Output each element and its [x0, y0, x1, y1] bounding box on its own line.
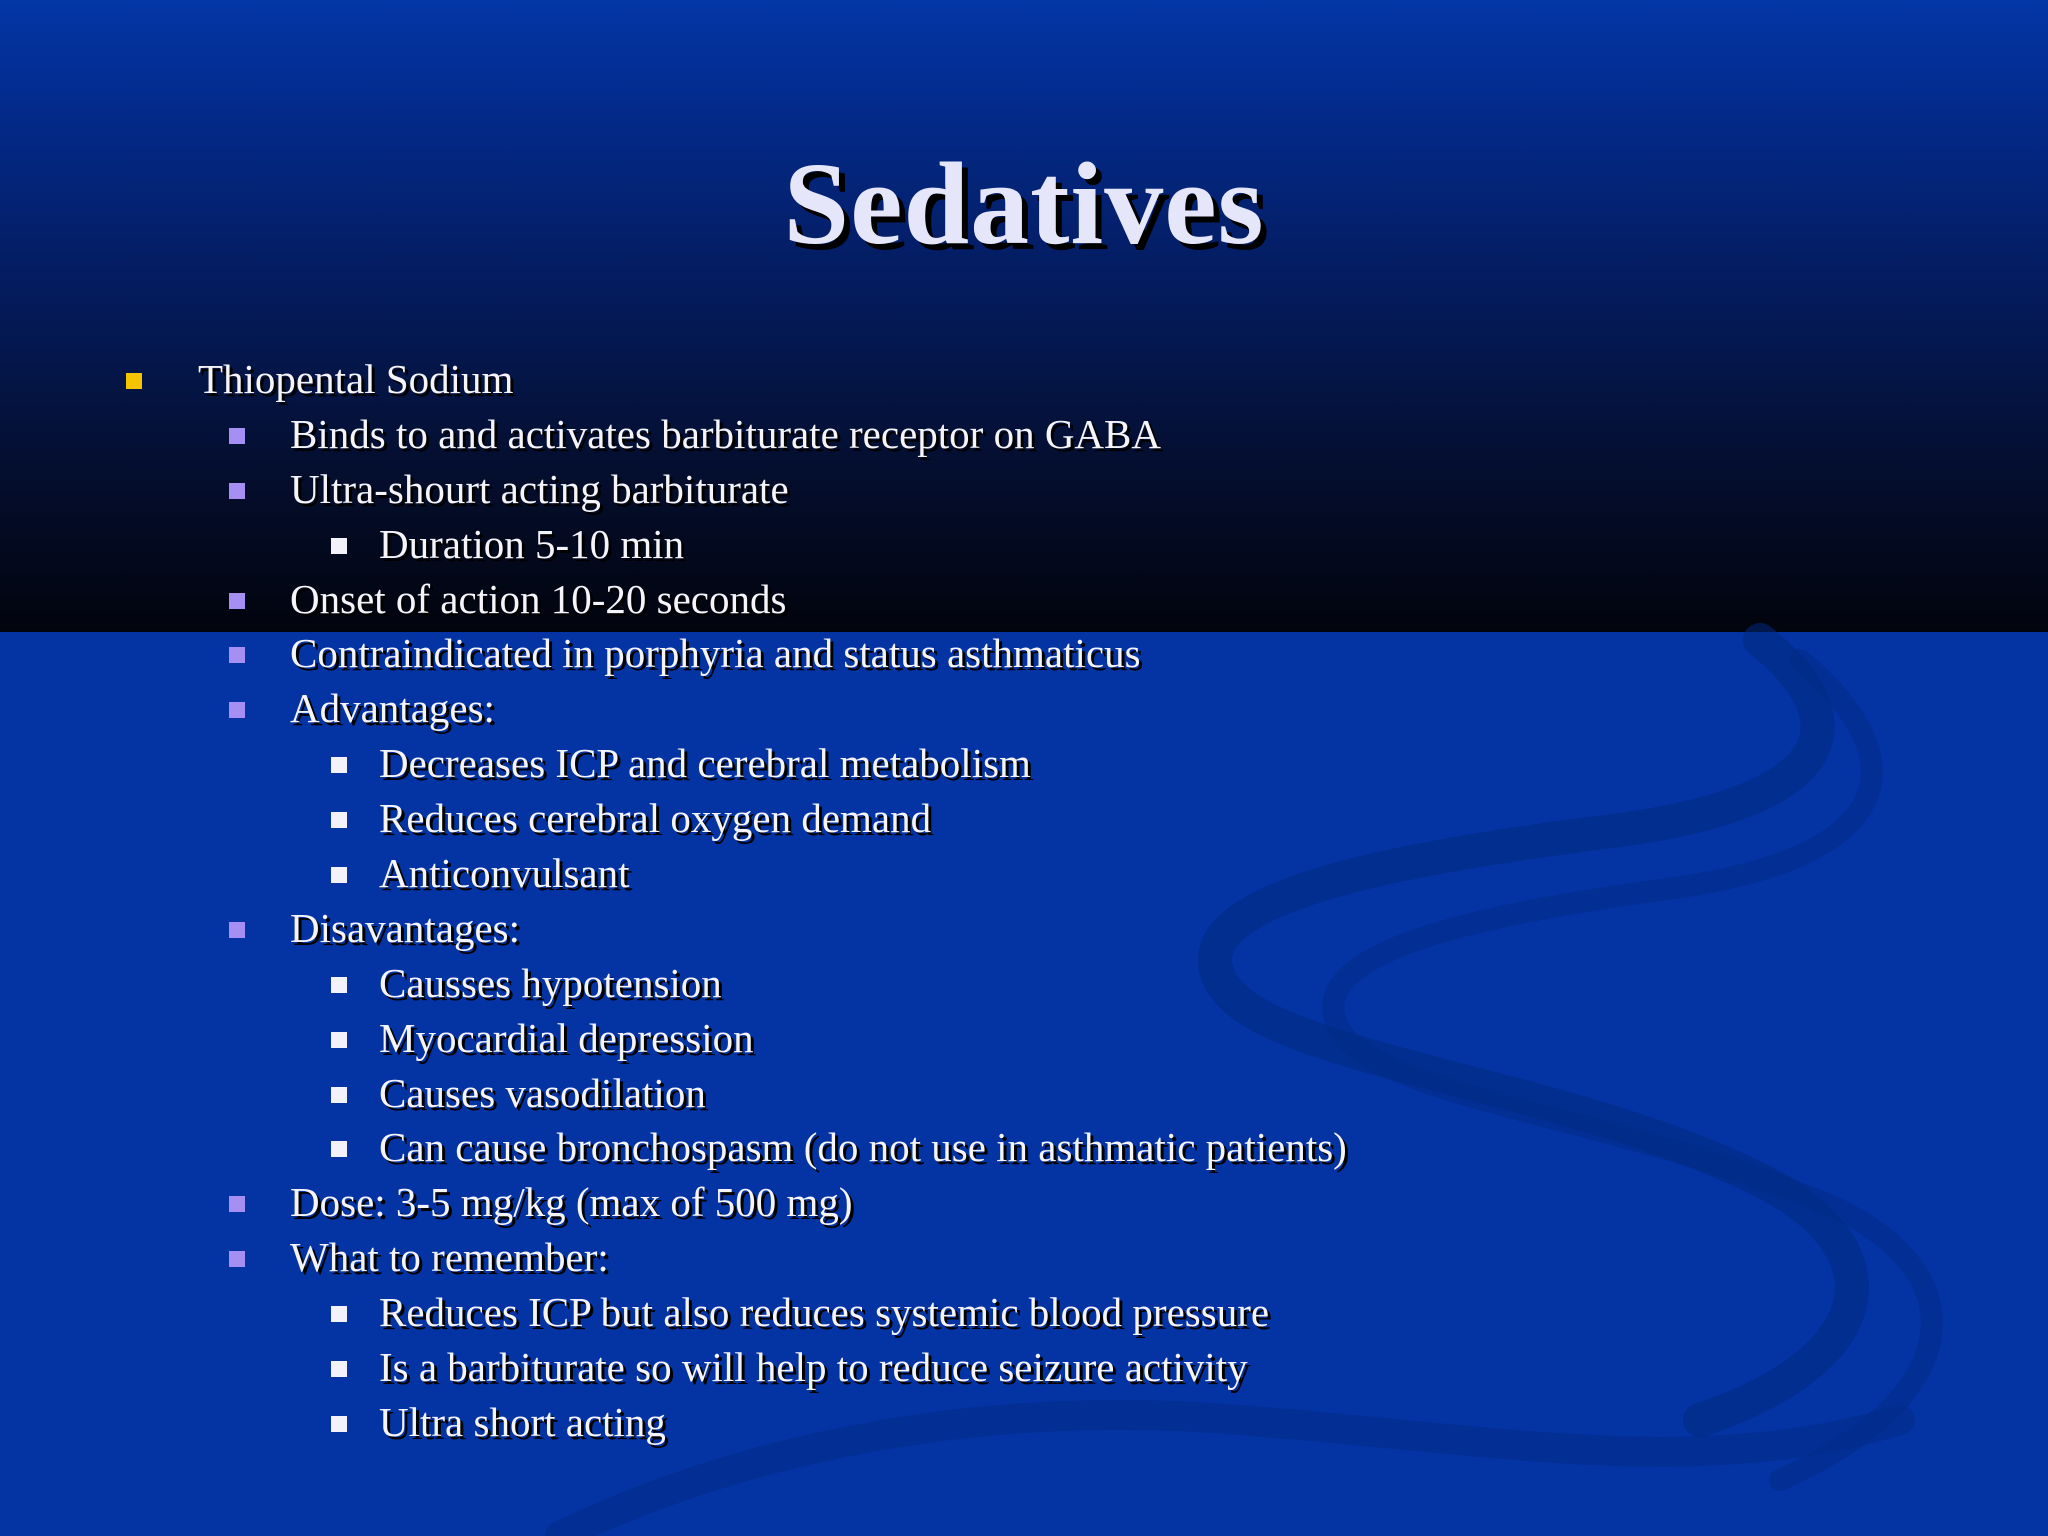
bullet-item [0, 1395, 2048, 1450]
square-bullet-icon [331, 538, 347, 554]
bullet-text: Reduces ICP but also reduces systemic blood pressure [379, 1289, 1270, 1336]
bullet-list [0, 352, 2048, 1450]
bullet-text: Dose: 3-5 mg/kg (max of 500 mg) [290, 1179, 853, 1226]
square-bullet-icon [331, 1087, 347, 1103]
bullet-text: Advantages: [290, 685, 495, 732]
bullet-item [0, 1066, 2048, 1121]
bullet-item [0, 736, 2048, 791]
bullet-text: What to remember: [290, 1234, 609, 1281]
bullet-item [0, 901, 2048, 956]
bullet-text: Duration 5-10 min [379, 520, 685, 567]
bullet-item [0, 956, 2048, 1011]
bullet-item [0, 791, 2048, 846]
bullet-item [0, 517, 2048, 572]
bullet-text: Disavantages: [290, 904, 520, 951]
bullet-text: Ultra short acting [379, 1398, 666, 1445]
square-bullet-icon [229, 593, 245, 609]
square-bullet-icon [331, 757, 347, 773]
square-bullet-icon [331, 1361, 347, 1377]
square-bullet-icon [331, 977, 347, 993]
bullet-text: Anticonvulsant [379, 850, 630, 897]
bullet-item [0, 681, 2048, 736]
bullet-item [0, 1340, 2048, 1395]
square-bullet-icon [229, 922, 245, 938]
bullet-item [0, 572, 2048, 627]
bullet-text: Causses hypotension [379, 959, 722, 1006]
bullet-item [0, 462, 2048, 517]
bullet-text: Myocardial depression [379, 1014, 754, 1061]
slide-title: Sedatives [783, 138, 1265, 269]
bullet-item [0, 1230, 2048, 1285]
bullet-text: Onset of action 10-20 seconds [290, 575, 787, 622]
bullet-item [0, 407, 2048, 462]
bullet-item [0, 1175, 2048, 1230]
bullet-text: Decreases ICP and cerebral metabolism [379, 740, 1031, 787]
square-bullet-icon [229, 483, 245, 499]
bullet-text: Thiopental Sodium [198, 356, 514, 402]
bullet-text: Is a barbiturate so will help to reduce seizure activity [379, 1344, 1248, 1391]
bullet-text: Binds to and activates barbiturate receptor on GABA [290, 410, 1161, 457]
bullet-item [0, 846, 2048, 901]
bullet-text: Contraindicated in porphyria and status asthmaticus [290, 630, 1141, 677]
square-bullet-icon [331, 1306, 347, 1322]
square-bullet-icon [331, 1032, 347, 1048]
bullet-item [0, 626, 2048, 681]
square-bullet-icon [229, 1251, 245, 1267]
bullet-text: Reduces cerebral oxygen demand [379, 795, 932, 842]
bullet-item [0, 1120, 2048, 1175]
square-bullet-icon [229, 428, 245, 444]
bullet-item [0, 1285, 2048, 1340]
square-bullet-icon [331, 1141, 347, 1157]
bullet-item [0, 352, 2048, 407]
bullet-item [0, 1011, 2048, 1066]
bullet-text: Can cause bronchospasm (do not use in asthmatic patients) [379, 1124, 1347, 1171]
square-bullet-icon [126, 373, 142, 389]
bullet-text: Causes vasodilation [379, 1069, 706, 1116]
square-bullet-icon [229, 647, 245, 663]
square-bullet-icon [331, 812, 347, 828]
bullet-text: Ultra-shourt acting barbiturate [290, 465, 789, 512]
square-bullet-icon [331, 1416, 347, 1432]
square-bullet-icon [331, 867, 347, 883]
square-bullet-icon [229, 1196, 245, 1212]
square-bullet-icon [229, 702, 245, 718]
